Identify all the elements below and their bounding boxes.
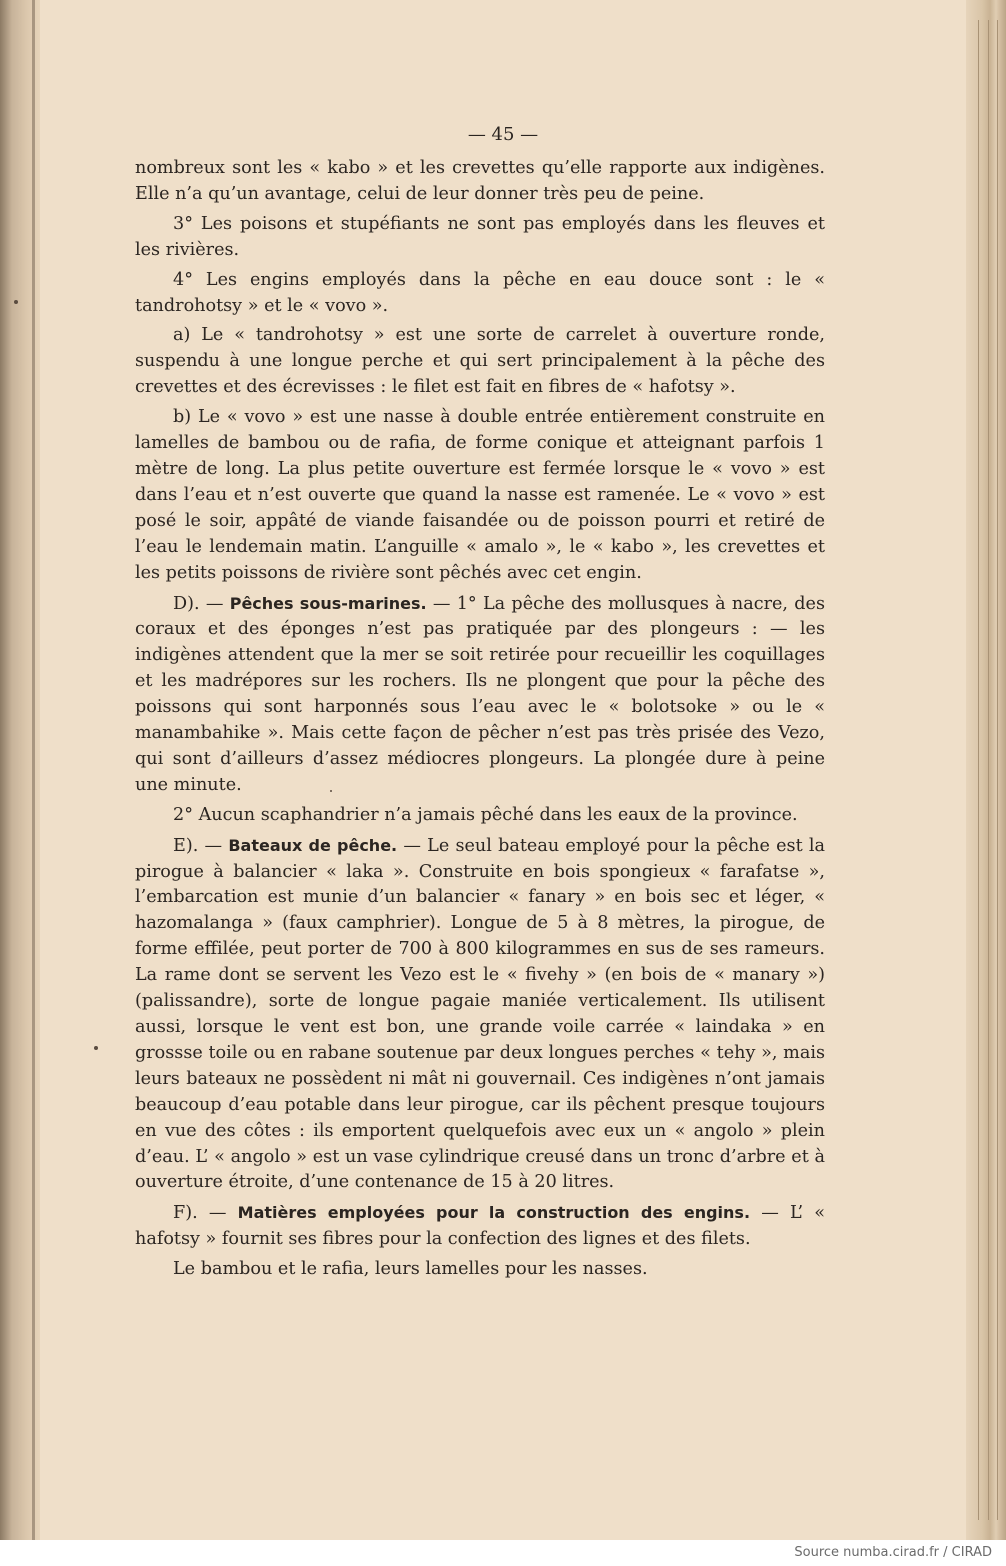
speck	[330, 790, 332, 792]
paragraph-p5	[135, 405, 825, 586]
paragraph-p3	[135, 268, 825, 320]
paper-sheet	[40, 0, 966, 1540]
speck	[94, 1046, 98, 1050]
text-run: E). —	[173, 835, 229, 856]
speck	[14, 300, 18, 304]
edge-line	[997, 20, 998, 1520]
body-text	[135, 156, 825, 1283]
text-run: — L’ « hafotsy » fournit ses fibres pour la confection des lignes et des filets.	[135, 1203, 826, 1250]
source-credit: Source numba.cirad.fr / CIRAD	[794, 1545, 992, 1560]
section-heading: Pêches sous-marines.	[229, 593, 427, 613]
paragraph-p9	[135, 1200, 825, 1253]
text-run: a) Le « tandrohotsy » est une sorte de carrelet à ouverture ronde, suspendu à une longue perche et qui sert principalement à la pêche des crevettes et des écrevisses : le filet est fait en fibres de « hafotsy ».	[135, 325, 825, 398]
text-run: — Le seul bateau employé pour la pêche est la pirogue à balancier « laka ». Construite en bois spongieux « farafatse », l’embarcation est munie d’un balancier « fanary » en bois sec et léger, « hazomalanga » (faux camphrier). Longue de 5 à 8 mètres, la pirogue, de forme effilée, peut porter de 700 à 800 kilogrammes en sus de ses rameurs. La rame dont se servent les Vezo est le « fivehy » (en bois de « manary ») (palissandre), sorte de longue pagaie maniée verticalement. Ils utilisent aussi, lorsque le vent est bon, une grande voile carrée « laindaka » en grossse toile ou en rabane soutenue par deux longues perches « tehy », mais leurs bateaux ne possèdent ni mât ni gouvernail. Ces indigènes n’ont jamais beaucoup d’eau potable dans leur pirogue, car ils pêchent presque toujours en vue des côtes : ils emportent quelquefois avec eux un « angolo » plein d’eau. L’ « angolo » est un vase cylindrique creusé dans un tronc d’arbre et à ouverture étroite, d’une contenance de 15 à 20 litres.	[135, 835, 825, 1193]
paragraph-p1	[135, 156, 825, 208]
section-heading: Bateaux de pêche.	[228, 835, 398, 855]
edge-line	[988, 20, 989, 1520]
text-run: 3° Les poisons et stupéfiants ne sont pas employés dans les fleuves et les rivières.	[135, 213, 825, 260]
paragraph-p4	[135, 323, 825, 401]
paragraph-p8	[135, 833, 825, 1197]
text-run: Le bambou et le rafia, leurs lamelles pour les nasses.	[173, 1259, 648, 1280]
text-run: nombreux sont les « kabo » et les crevettes qu’elle rapporte aux indigènes. Elle n’a qu’un avantage, celui de leur donner très peu de peine.	[135, 158, 825, 204]
text-run: b) Le « vovo » est une nasse à double entrée entièrement construite en lamelles de bambou ou de rafia, de forme conique et atteignant parfois 1 mètre de long. La plus petite ouverture est fermée lorsque le « vovo » est dans l’eau et n’est ouverte que quand la nasse est ramenée. Le « vovo » est posé le soir, appâté de viande faisandée ou de poisson pourri et retiré de l’eau le lendemain matin. L’anguille « amalo », le « kabo », les crevettes et les petits poissons de rivière sont pêchés avec cet engin.	[135, 407, 825, 583]
text-run: 4° Les engins employés dans la pêche en eau douce sont : le « tandrohotsy » et le « vovo ».	[135, 269, 825, 316]
paragraph-p7	[135, 803, 825, 829]
text-run: D). —	[173, 593, 230, 614]
edge-line	[978, 20, 979, 1520]
paragraph-p6	[135, 591, 825, 799]
text-run: 2° Aucun scaphandrier n’a jamais pêché dans les eaux de la province.	[173, 804, 798, 825]
paragraph-p2	[135, 212, 825, 264]
paragraph-p10	[135, 1257, 825, 1283]
page-number: — 45 —	[467, 124, 539, 145]
page-edges	[966, 0, 1006, 1540]
text-run: — 1° La pêche des mollusques à nacre, des coraux et des éponges n’est pas pratiquée par des plongeurs : — les indigènes attendent que la mer se soit retirée pour recueillir les coquillages et les madrépores sur les rochers. Ils ne plongent que pour la pêche des poissons qui sont harponnés sous l’eau avec le « bolotsoke » ou le « manambahike ». Mais cette façon de pêcher n’est pas très prisée des Vezo, qui sont d’ailleurs d’assez médiocres plongeurs. La plongée dure à peine une minute.	[135, 593, 825, 795]
binding-shadow	[32, 0, 35, 1540]
text-run: F). —	[173, 1203, 238, 1224]
section-heading: Matières employées pour la construction des engins.	[237, 1203, 751, 1223]
footer-bar	[0, 1540, 1006, 1566]
